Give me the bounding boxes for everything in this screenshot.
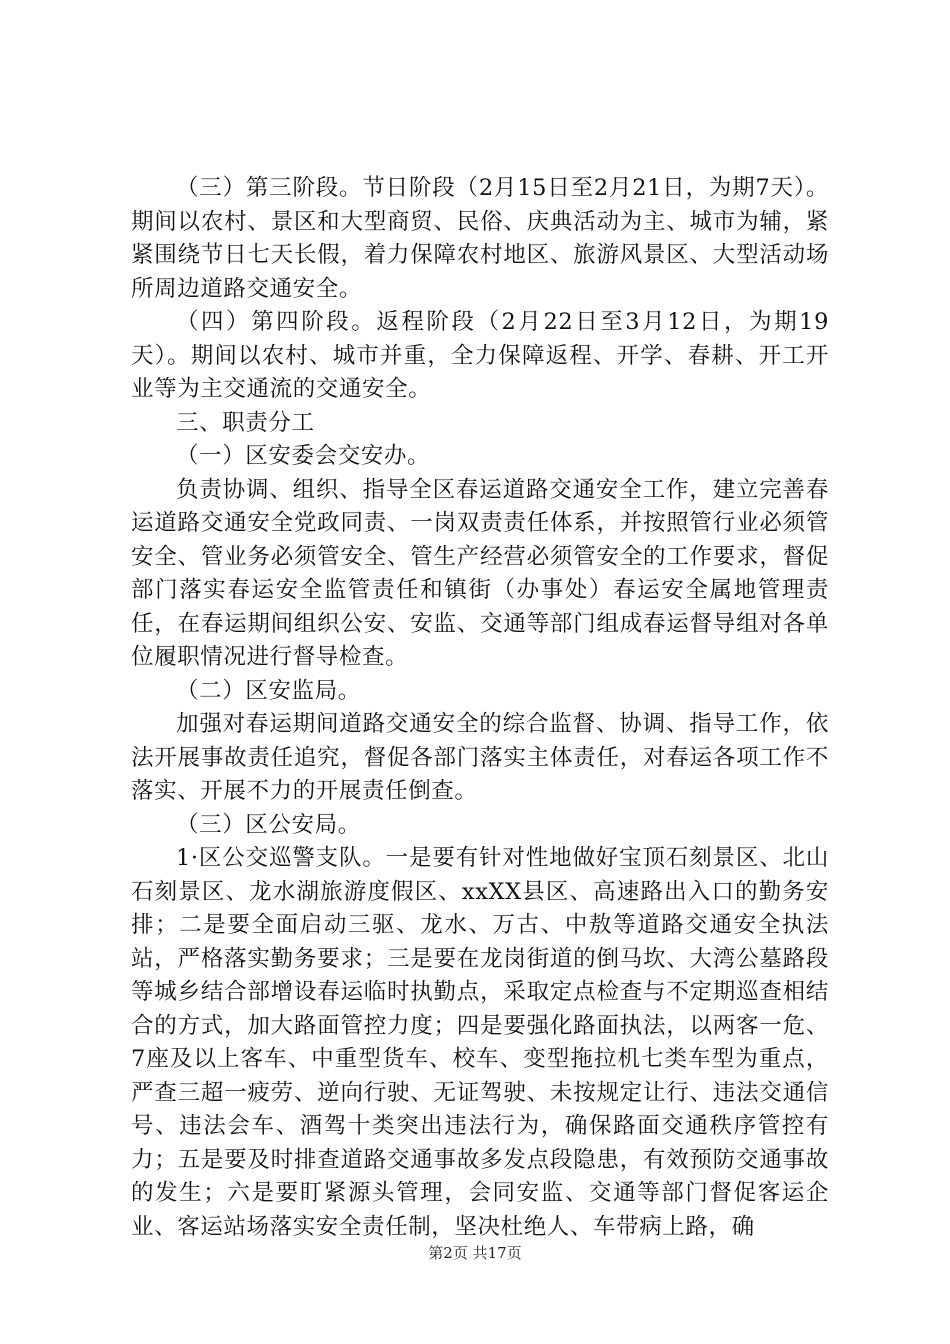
subheading-safety-office: （一）区安委会交安办。 [176, 443, 431, 469]
paragraph-stage-four: （四）第四阶段。返程阶段（2月22日至3月12日，为期19天）。期间以农村、城市并重，全力保障返程、开学、春耕、开工开业等为主交通流的交通安全。 [131, 309, 829, 402]
paragraph-safety-bureau: 加强对春运期间道路交通安全的综合监督、协调、指导工作，依法开展事故责任追究，督促各部门落实主体责任，对春运各项工作不落实、开展不力的开展责任倒查。 [131, 711, 829, 804]
page-footer: 第2页 共17页 [428, 1244, 522, 1262]
paragraph-stage-three: （三）第三阶段。节日阶段（2月15日至2月21日，为期7天）。期间以农村、景区和大型商贸、民俗、庆典活动为主、城市为辅，紧紧围绕节日七天长假，着力保障农村地区、旅游风景区、大型活动场所周边道路交通安全。 [131, 175, 829, 302]
subheading-public-security: （三）区公安局。 [176, 811, 361, 838]
section-heading-duties: 三、职责分工 [176, 409, 315, 436]
paragraph-safety-office: 负责协调、组织、指导全区春运道路交通安全工作，建立完善春运道路交通安全党政同责、一岗双责责任体系，并按照管行业必须管安全、管业务必须管安全、管生产经营必须管安全的工作要求，督促部门落实春运安全监管责任和镇街（办事处）春运安全属地管理责任，在春运期间组织公安、安监、交通等部门组成春运督导组对各单位履职情况进行督导检查。 [131, 476, 829, 670]
subheading-safety-bureau: （二）区安监局。 [176, 677, 361, 704]
document-body [131, 172, 829, 1244]
paragraph-traffic-police: 1·区公交巡警支队。一是要有针对性地做好宝顶石刻景区、北山石刻景区、龙水湖旅游度假区、xxXX县区、高速路出入口的勤务安排；二是要全面启动三驱、龙水、万古、中敖等道路交通安全执法站，严格落实勤务要求；三是要在龙岗街道的倒马坎、大湾公墓路段等城乡结合部增设春运临时执勤点，采取定点检查与不定期巡查相结合的方式，加大路面管控力度；四是要强化路面执法，以两客一危、7座及以上客车、中重型货车、校车、变型拖拉机七类车型为重点，严查三超一疲劳、逆向行驶、无证驾驶、未按规定让行、违法交通信号、违法会车、酒驾十类突出违法行为，确保路面交通秩序管控有力；五是要及时排查道路交通事故多发点段隐患，有效预防交通事故的发生；六是要盯紧源头管理，会同安监、交通等部门督促客运企业、客运站场落实安全责任制，坚决杜绝人、车带病上路，确 [131, 845, 829, 1240]
